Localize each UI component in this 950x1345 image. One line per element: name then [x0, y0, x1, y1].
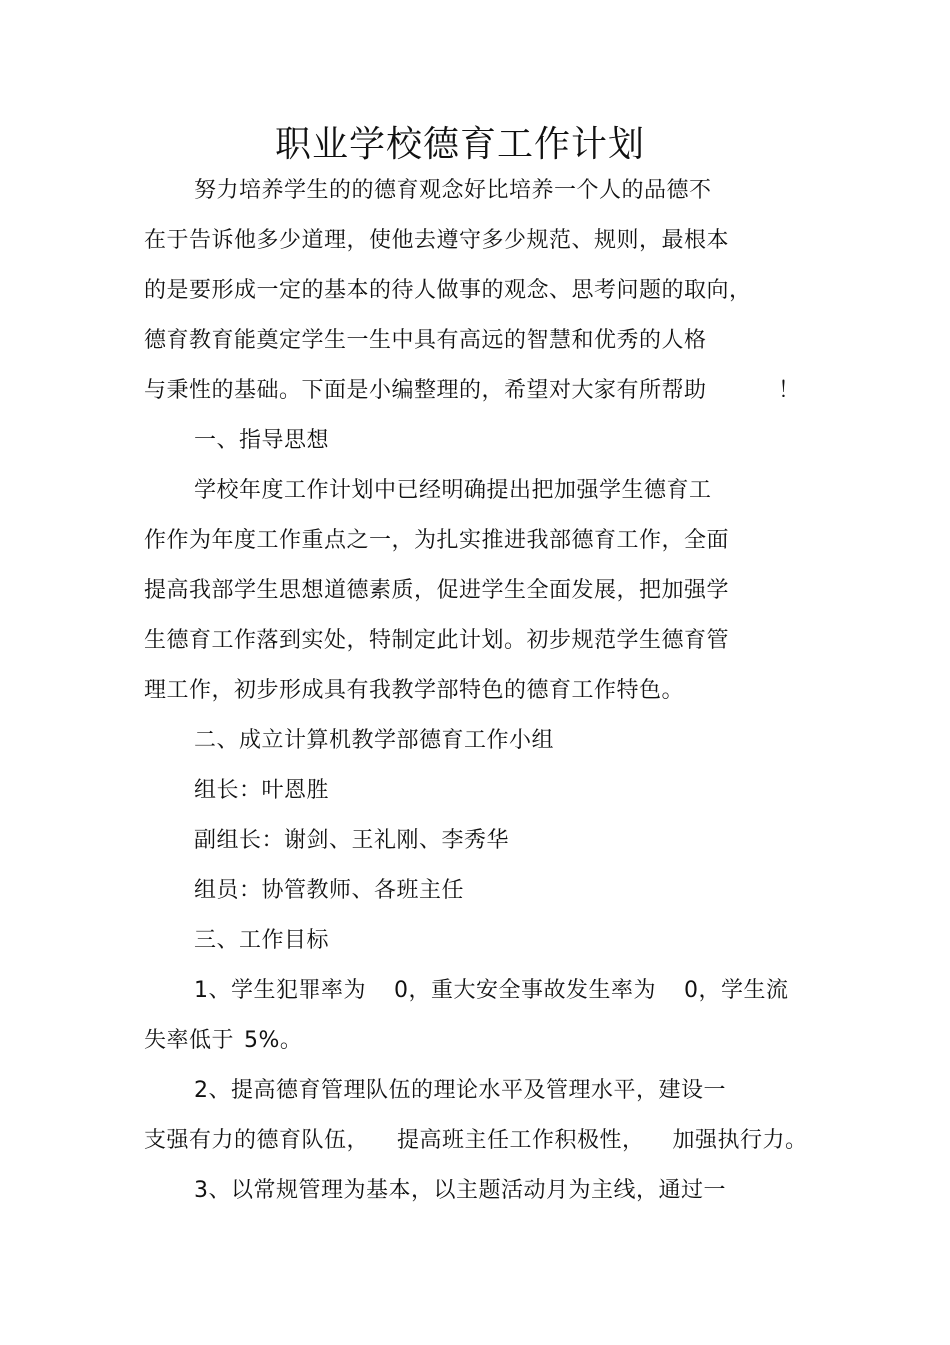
paragraph-line: [144, 1126, 808, 1156]
section-heading: 二、成立计算机教学部德育工作小组: [194, 728, 555, 753]
paragraph-line: 组员：协管教师、各班主任: [194, 878, 465, 903]
text-run: 加强执行力。: [672, 1128, 808, 1153]
text-run: 提高班主任工作积极性，: [397, 1128, 645, 1153]
section-heading: 一、指导思想: [194, 428, 330, 453]
paragraph-line: 2、提高德育管理队伍的理论水平及管理水平，建设一: [194, 1078, 726, 1103]
text-run: 失率低于: [144, 1028, 235, 1053]
paragraph-line: [144, 1026, 302, 1056]
paragraph-line: 努力培养学生的的德育观念好比培养一个人的品德不: [194, 178, 712, 203]
text-run: 0，重大安全事故发生率为: [394, 978, 656, 1003]
text-run: 5%。: [244, 1028, 303, 1053]
paragraph-line: 副组长：谢剑、王礼刚、李秀华: [194, 828, 510, 853]
paragraph-line: 与秉性的基础。下面是小编整理的，希望对大家有所帮助: [144, 378, 707, 403]
page-title: 职业学校德育工作计划: [274, 124, 645, 165]
paragraph-line: 的是要形成一定的基本的待人做事的观念、思考问题的取向，: [144, 278, 752, 303]
paragraph-line: 3、以常规管理为基本，以主题活动月为主线，通过一: [194, 1178, 726, 1203]
paragraph-line: [194, 976, 789, 1006]
paragraph-line: ！: [778, 378, 801, 403]
paragraph-line: 生德育工作落到实处，特制定此计划。初步规范学生德育管: [144, 628, 730, 653]
section-heading: 三、工作目标: [194, 928, 330, 953]
paragraph-line: 德育教育能奠定学生一生中具有高远的智慧和优秀的人格: [144, 328, 707, 353]
paragraph-line: 学校年度工作计划中已经明确提出把加强学生德育工: [194, 478, 712, 503]
paragraph-line: 提高我部学生思想道德素质，促进学生全面发展，把加强学: [144, 578, 730, 603]
text-run: 1、学生犯罪率为: [194, 978, 366, 1003]
text-run: 支强有力的德育队伍，: [144, 1128, 370, 1153]
text-run: 0，学生流: [684, 978, 789, 1003]
paragraph-line: 理工作，初步形成具有我教学部特色的德育工作特色。: [144, 678, 685, 703]
paragraph-line: 组长：叶恩胜: [194, 778, 330, 803]
paragraph-line: 作作为年度工作重点之一，为扎实推进我部德育工作，全面: [144, 528, 730, 553]
paragraph-line: 在于告诉他多少道理，使他去遵守多少规范、规则，最根本: [144, 228, 730, 253]
